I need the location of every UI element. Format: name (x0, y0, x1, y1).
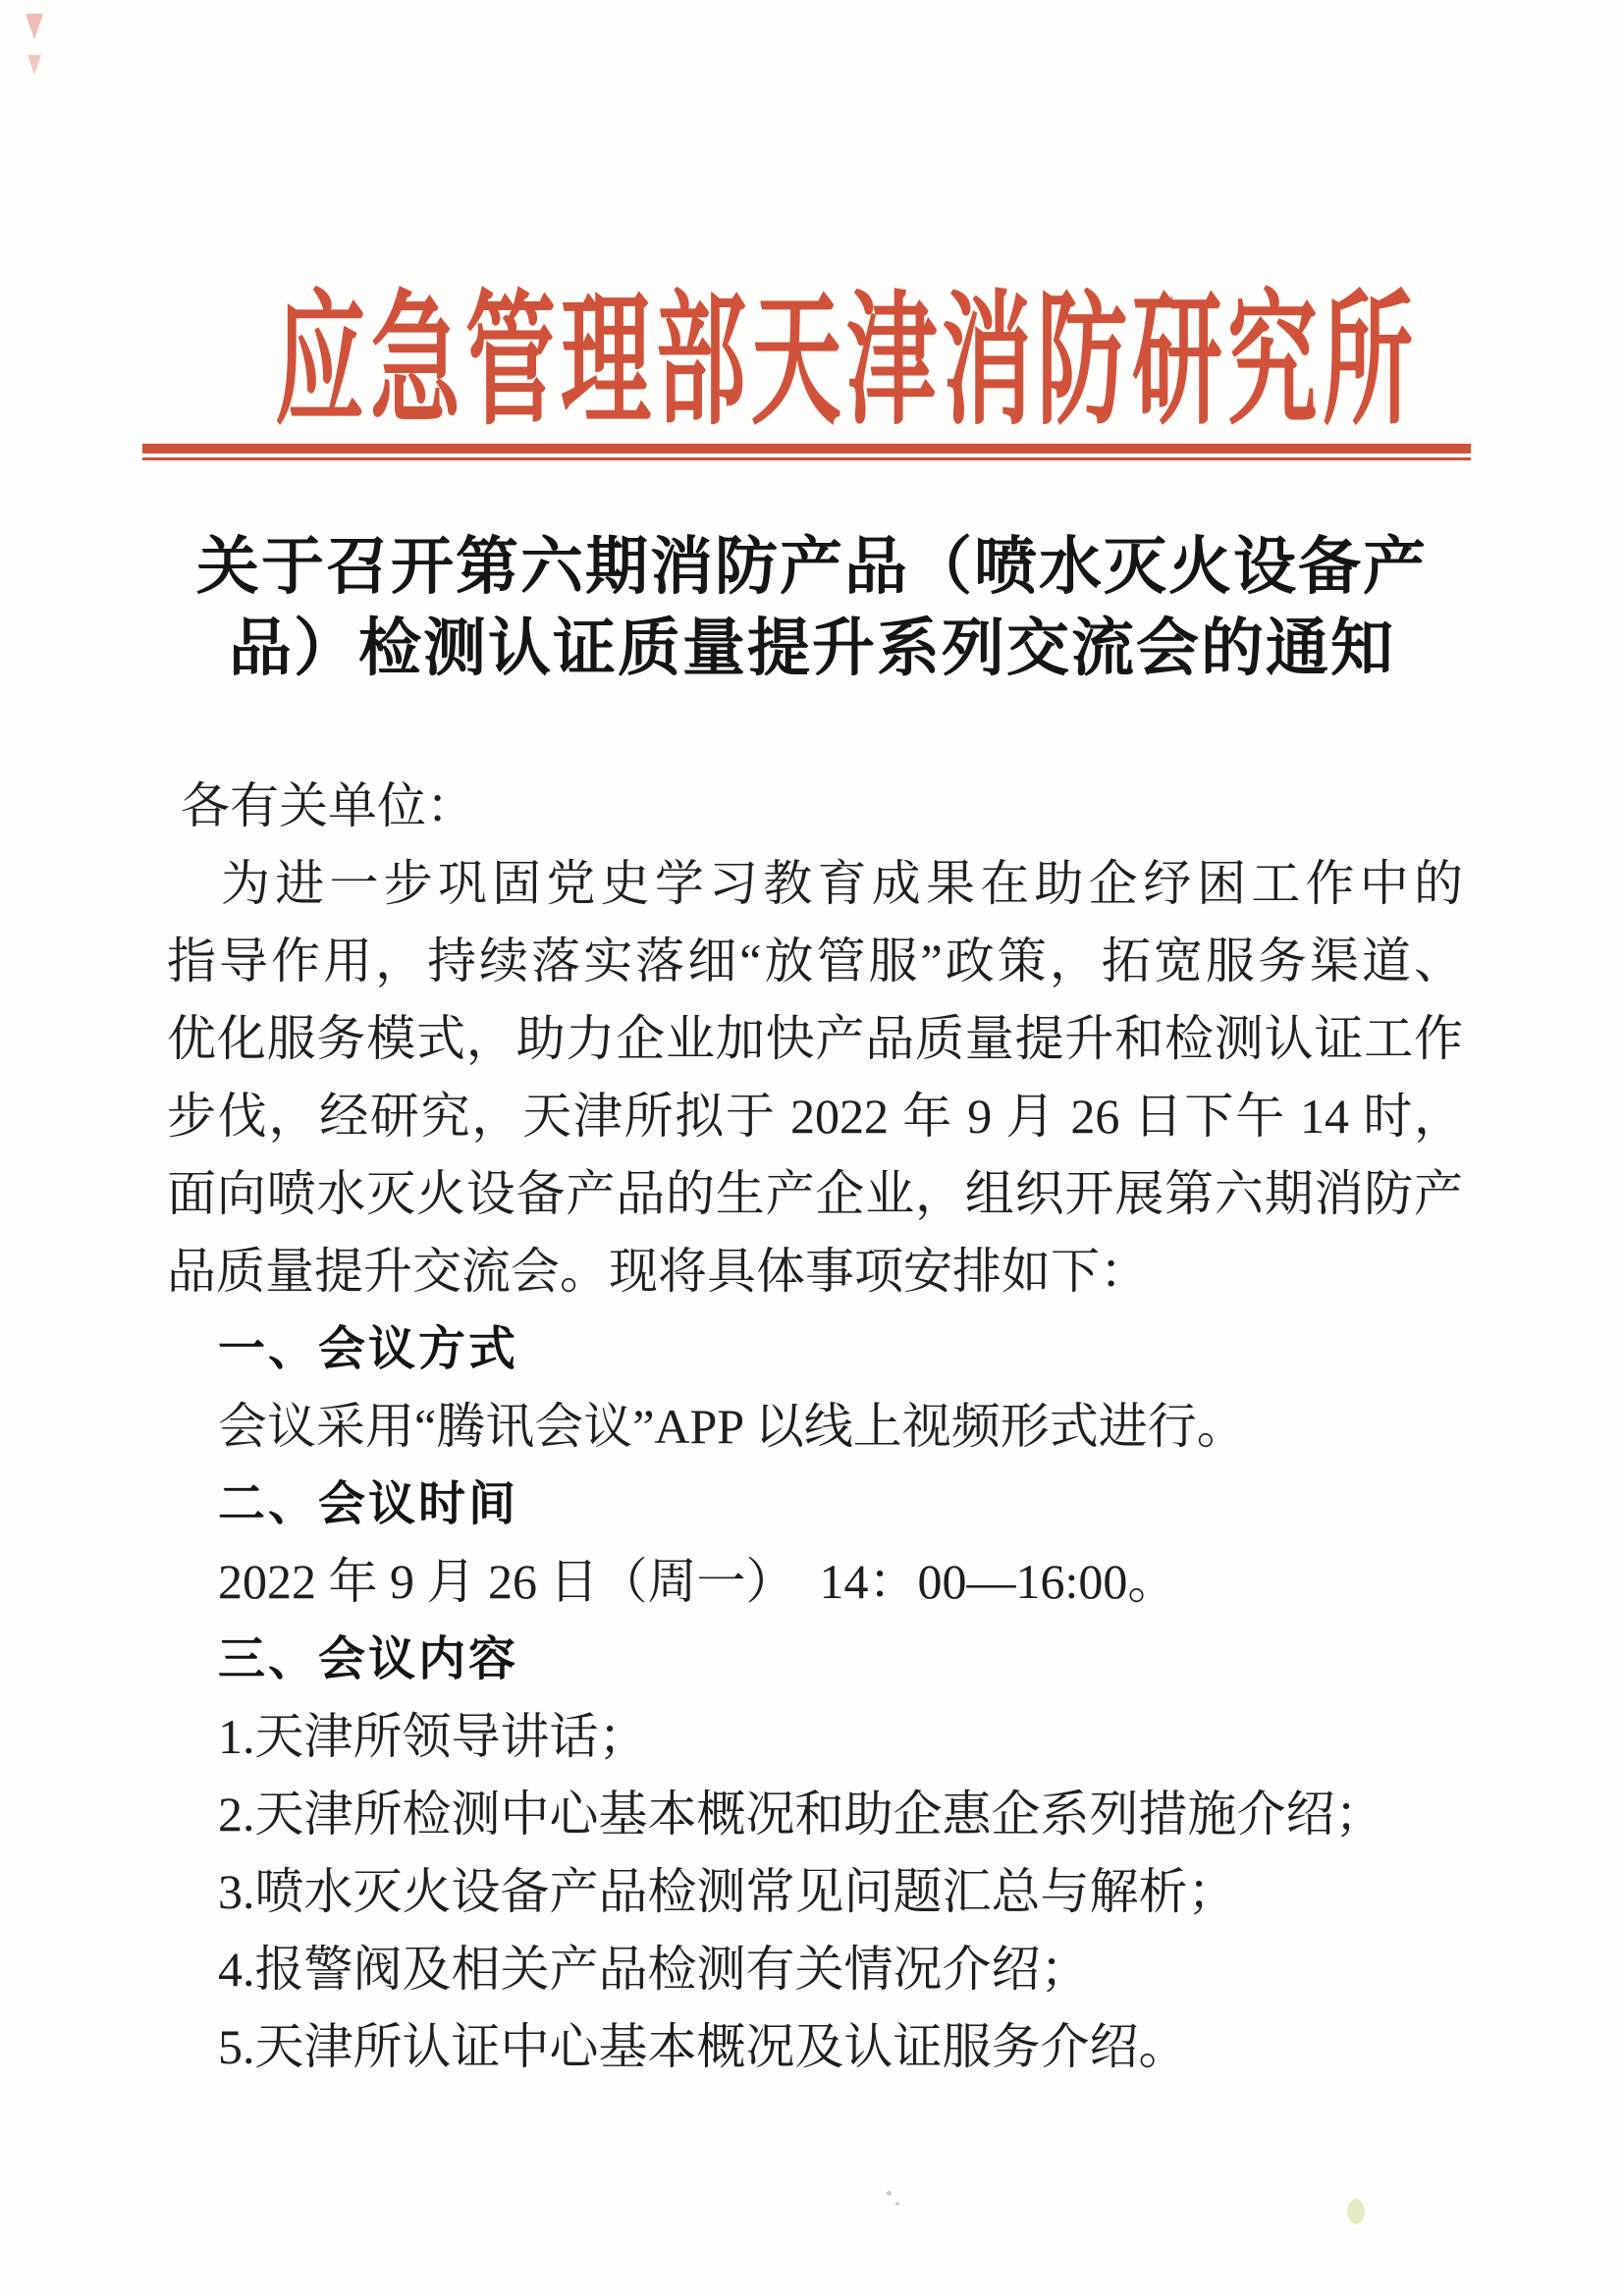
paragraph-line-1: 为进一步巩固党史学习教育成果在助企纾困工作中的 (221, 856, 1463, 911)
section-1-body: 会议采用“腾讯会议”APP 以线上视频形式进行。 (218, 1399, 1246, 1454)
agenda-item-3: 3.喷水灭火设备产品检测常见问题汇总与解析； (218, 1864, 1237, 1919)
scan-artifact-red-tick-2 (27, 55, 41, 75)
scan-artifact-red-tick-1 (26, 14, 43, 39)
section-1-heading: 一、会议方式 (218, 1323, 519, 1375)
scan-artifact-speck-gray-1 (887, 2191, 892, 2196)
scan-artifact-speck-green (1347, 2199, 1365, 2224)
paragraph-line-6: 品质量提升交流会。现将具体事项安排如下： (167, 1244, 1149, 1299)
scan-artifact-speck-gray-2 (895, 2202, 899, 2206)
agenda-item-4: 4.报警阀及相关产品检测有关情况介绍； (218, 1942, 1090, 1997)
paragraph-line-2: 指导作用，持续落实落细“放管服”政策，拓宽服务渠道、 (167, 934, 1463, 988)
letterhead-rule-thin (142, 457, 1471, 460)
agenda-item-2: 2.天津所检测中心基本概况和助企惠企系列措施介绍； (218, 1787, 1384, 1842)
paragraph-line-4: 步伐，经研究，天津所拟于 2022 年 9 月 26 日下午 14 时， (167, 1089, 1463, 1144)
document-title-line-2: 品）检测认证质量提升系列交流会的通知 (229, 614, 1395, 683)
letterhead-rule-thick (142, 444, 1471, 454)
paragraph-line-5: 面向喷水灭火设备产品的生产企业，组织开展第六期消防产 (167, 1166, 1463, 1221)
section-3-heading: 三、会议内容 (218, 1633, 519, 1685)
document-body (167, 768, 1463, 2086)
meeting-time: 2022 年 9 月 26 日（周一） 14：00—16:00。 (218, 1554, 1177, 1609)
salutation: 各有关单位： (181, 778, 475, 833)
agenda-item-5: 5.天津所认证中心基本概况及认证服务介绍。 (218, 2019, 1188, 2074)
agenda-item-1: 1.天津所领导讲话； (218, 1709, 648, 1764)
document-title (0, 526, 1624, 689)
paragraph-line-3: 优化服务模式，助力企业加快产品质量提升和检测认证工作 (167, 1011, 1463, 1066)
document-title-line-1: 关于召开第六期消防产品（喷水灭火设备产 (196, 532, 1428, 602)
section-2-heading: 二、会议时间 (218, 1478, 519, 1530)
letterhead-org-name: 应急管理部天津消防研究所 (274, 282, 1418, 443)
